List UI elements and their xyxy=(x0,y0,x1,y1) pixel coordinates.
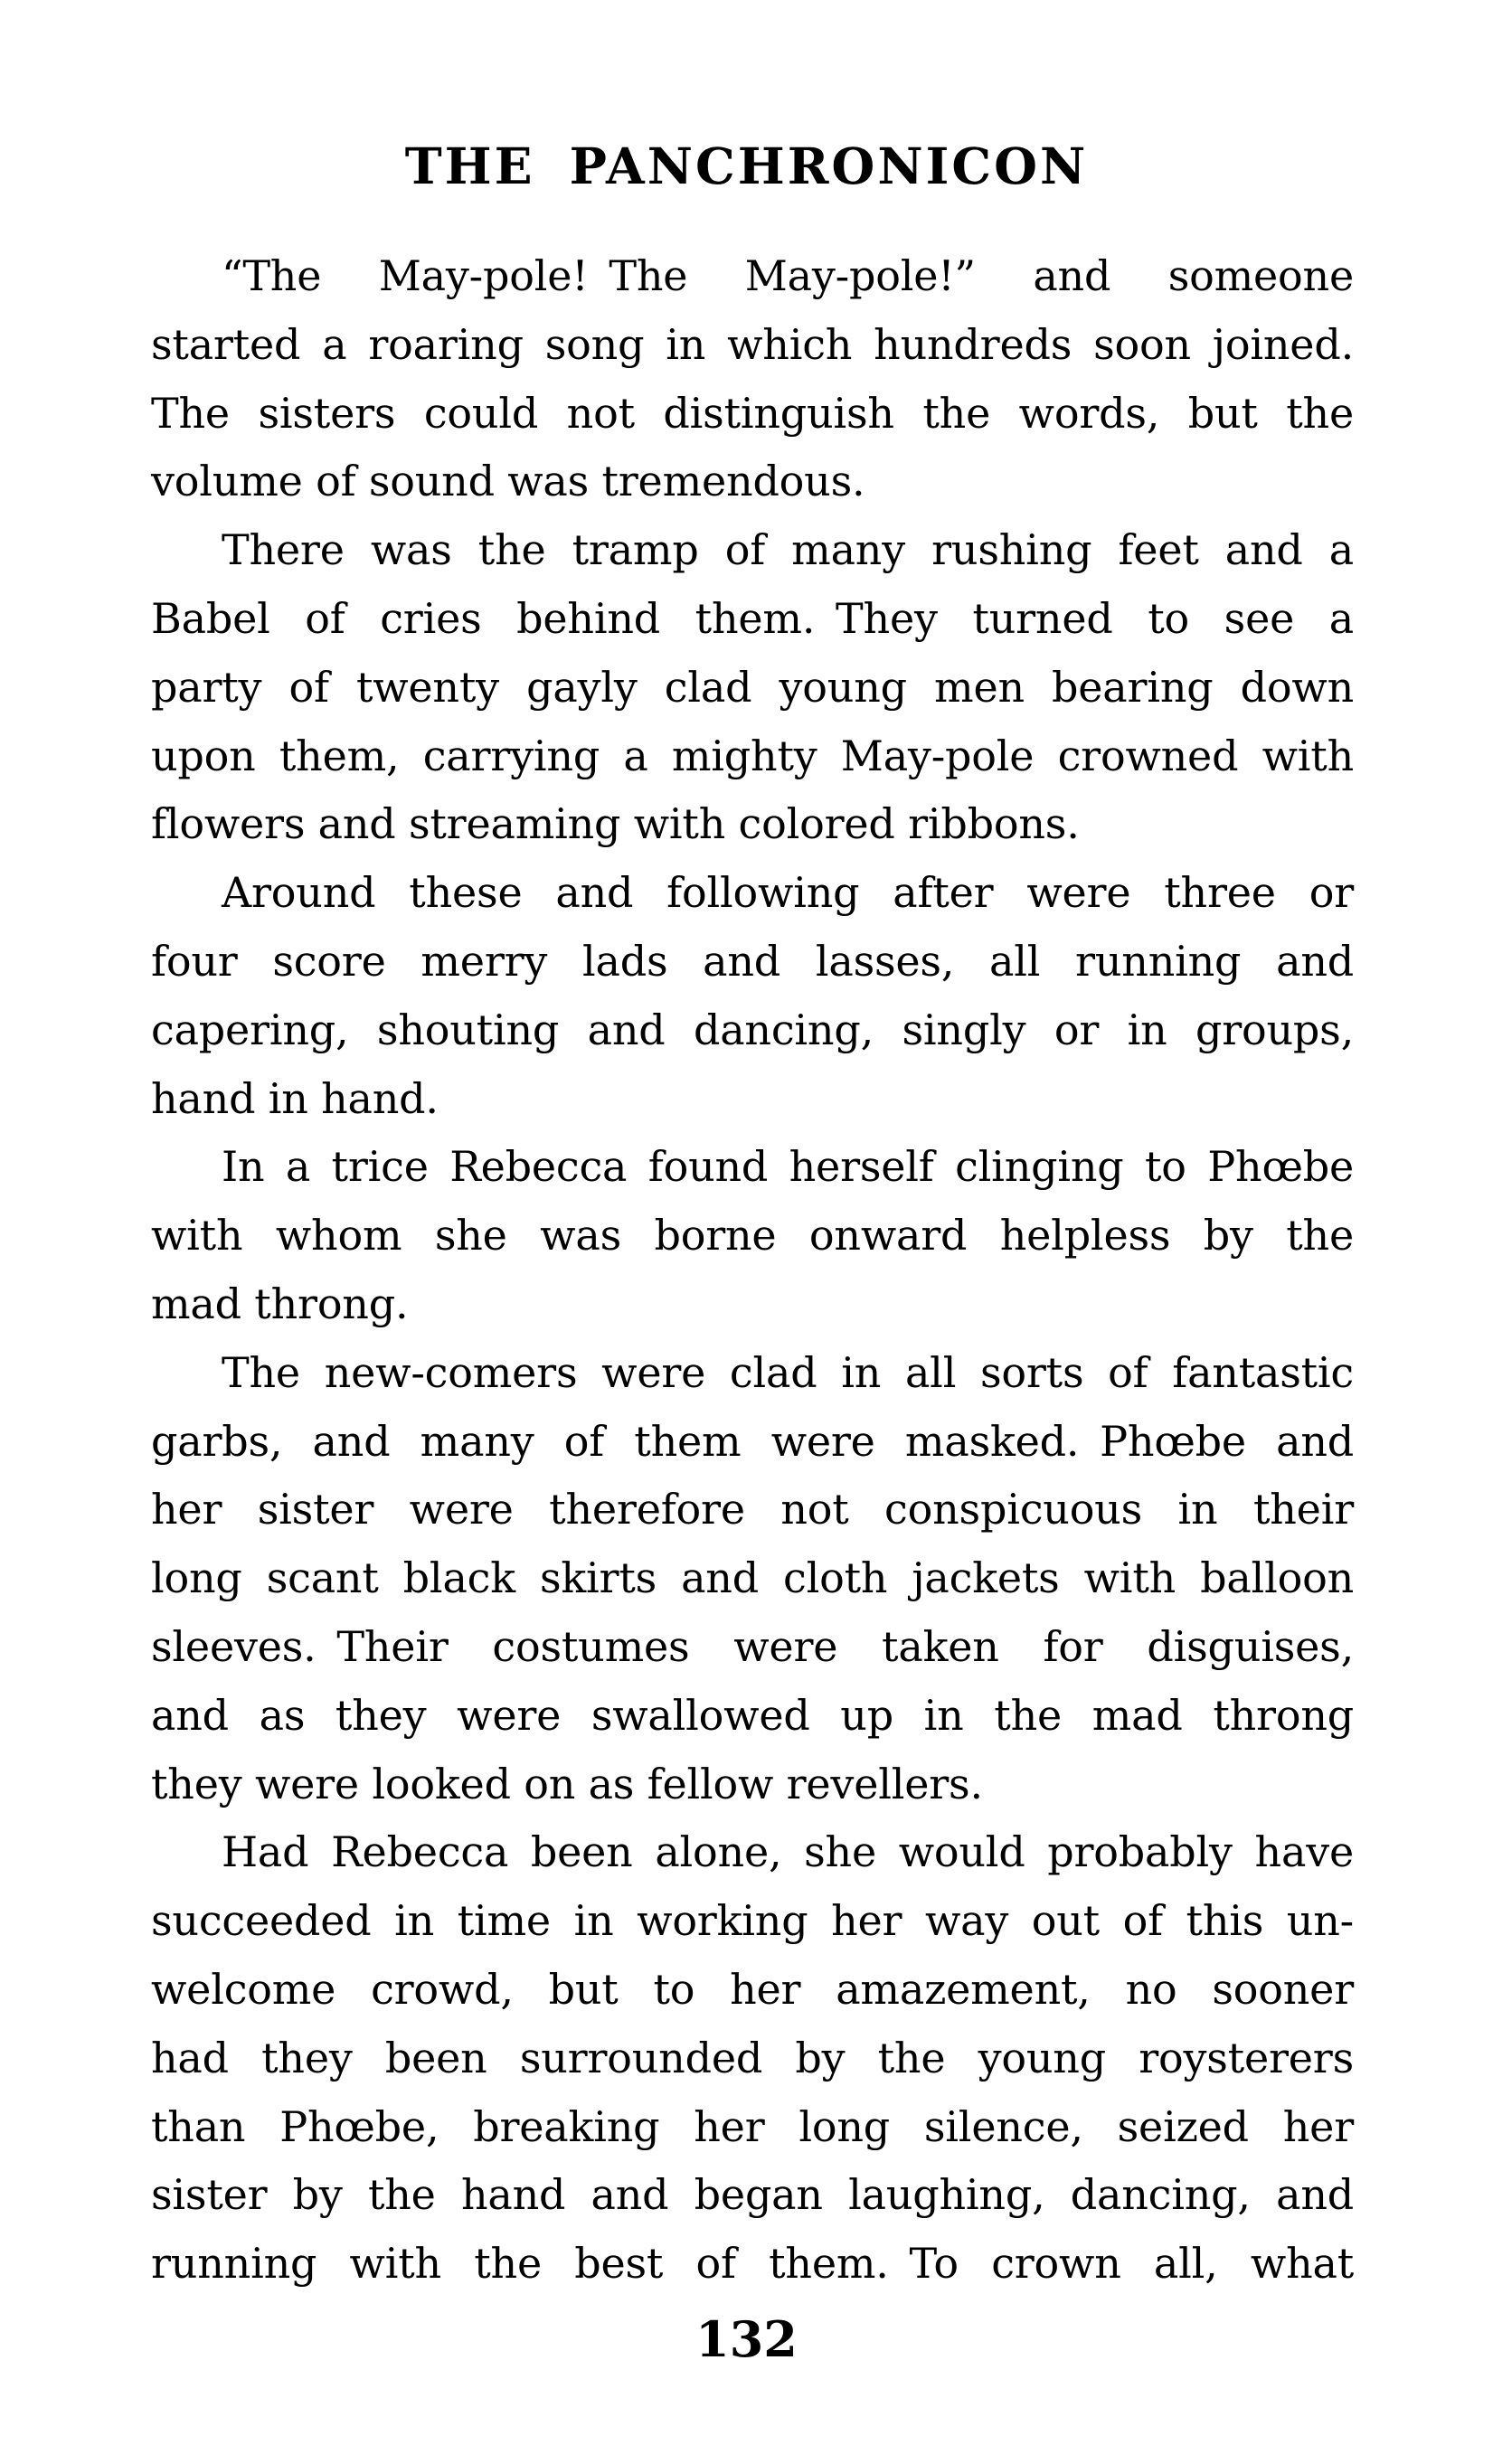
text-line: In a trice Rebecca found herself clinging to Phœbe xyxy=(222,1142,1354,1192)
text-line: The new-comers were clad in all sorts of fantastic xyxy=(222,1347,1354,1397)
text-line: four score merry lads and lasses, all running and xyxy=(151,936,1354,986)
paragraph xyxy=(151,516,1354,859)
text-line: party of twenty gayly clad young men bearing down xyxy=(151,662,1354,712)
text-line: and as they were swallowed up in the mad throng xyxy=(151,1690,1354,1740)
text-line: mad throng. xyxy=(151,1279,409,1328)
text-line: flowers and streaming with colored ribbons. xyxy=(151,799,1080,849)
paragraph xyxy=(151,242,1354,516)
paragraph xyxy=(151,1133,1354,1338)
text-line: Around these and following after were three or xyxy=(222,868,1354,918)
text-line: long scant black skirts and cloth jackets with balloon xyxy=(151,1553,1354,1603)
text-line: sleeves. Their costumes were taken for disguises, xyxy=(151,1621,1354,1671)
text-line: welcome crowd, but to her amazement, no sooner xyxy=(151,1964,1354,2014)
text-line: with whom she was borne onward helpless by the xyxy=(151,1211,1354,1260)
text-line: her sister were therefore not conspicuous in their xyxy=(151,1485,1354,1534)
text-line: they were looked on as fellow revellers. xyxy=(151,1759,983,1808)
text-line: Had Rebecca been alone, she would probably have xyxy=(222,1827,1354,1877)
text-line: “The May-pole! The May-pole!” and someone xyxy=(222,251,1354,300)
text-line: The sisters could not distinguish the words, but the xyxy=(151,388,1354,438)
page-number: 132 xyxy=(695,2310,798,2368)
paragraph xyxy=(151,1818,1354,2299)
text-line: garbs, and many of them were masked. Phœbe and xyxy=(151,1416,1354,1466)
text-line: succeeded in time in working her way out of this un- xyxy=(151,1896,1354,1946)
paragraph xyxy=(151,859,1354,1133)
text-line: than Phœbe, breaking her long silence, seized her xyxy=(151,2101,1354,2151)
text-line: Babel of cries behind them. They turned to see a xyxy=(151,593,1354,643)
text-line: sister by the hand and began laughing, dancing, and xyxy=(151,2170,1354,2220)
text-line: There was the tramp of many rushing feet and a xyxy=(222,525,1354,575)
text-line: upon them, carrying a mighty May-pole crowned with xyxy=(151,731,1354,780)
text-line: capering, shouting and dancing, singly or in groups, xyxy=(151,1005,1354,1054)
text-line: running with the best of them. To crown all, what xyxy=(151,2239,1354,2289)
running-header: THE PANCHRONICON xyxy=(404,137,1089,195)
text-line: had they been surrounded by the young roysterers xyxy=(151,2033,1354,2082)
text-block xyxy=(151,242,1354,2299)
paragraph xyxy=(151,1339,1354,1819)
text-line: hand in hand. xyxy=(151,1073,439,1123)
text-line: volume of sound was tremendous. xyxy=(151,457,865,506)
text-line: started a roaring song in which hundreds soon joined. xyxy=(151,319,1354,369)
